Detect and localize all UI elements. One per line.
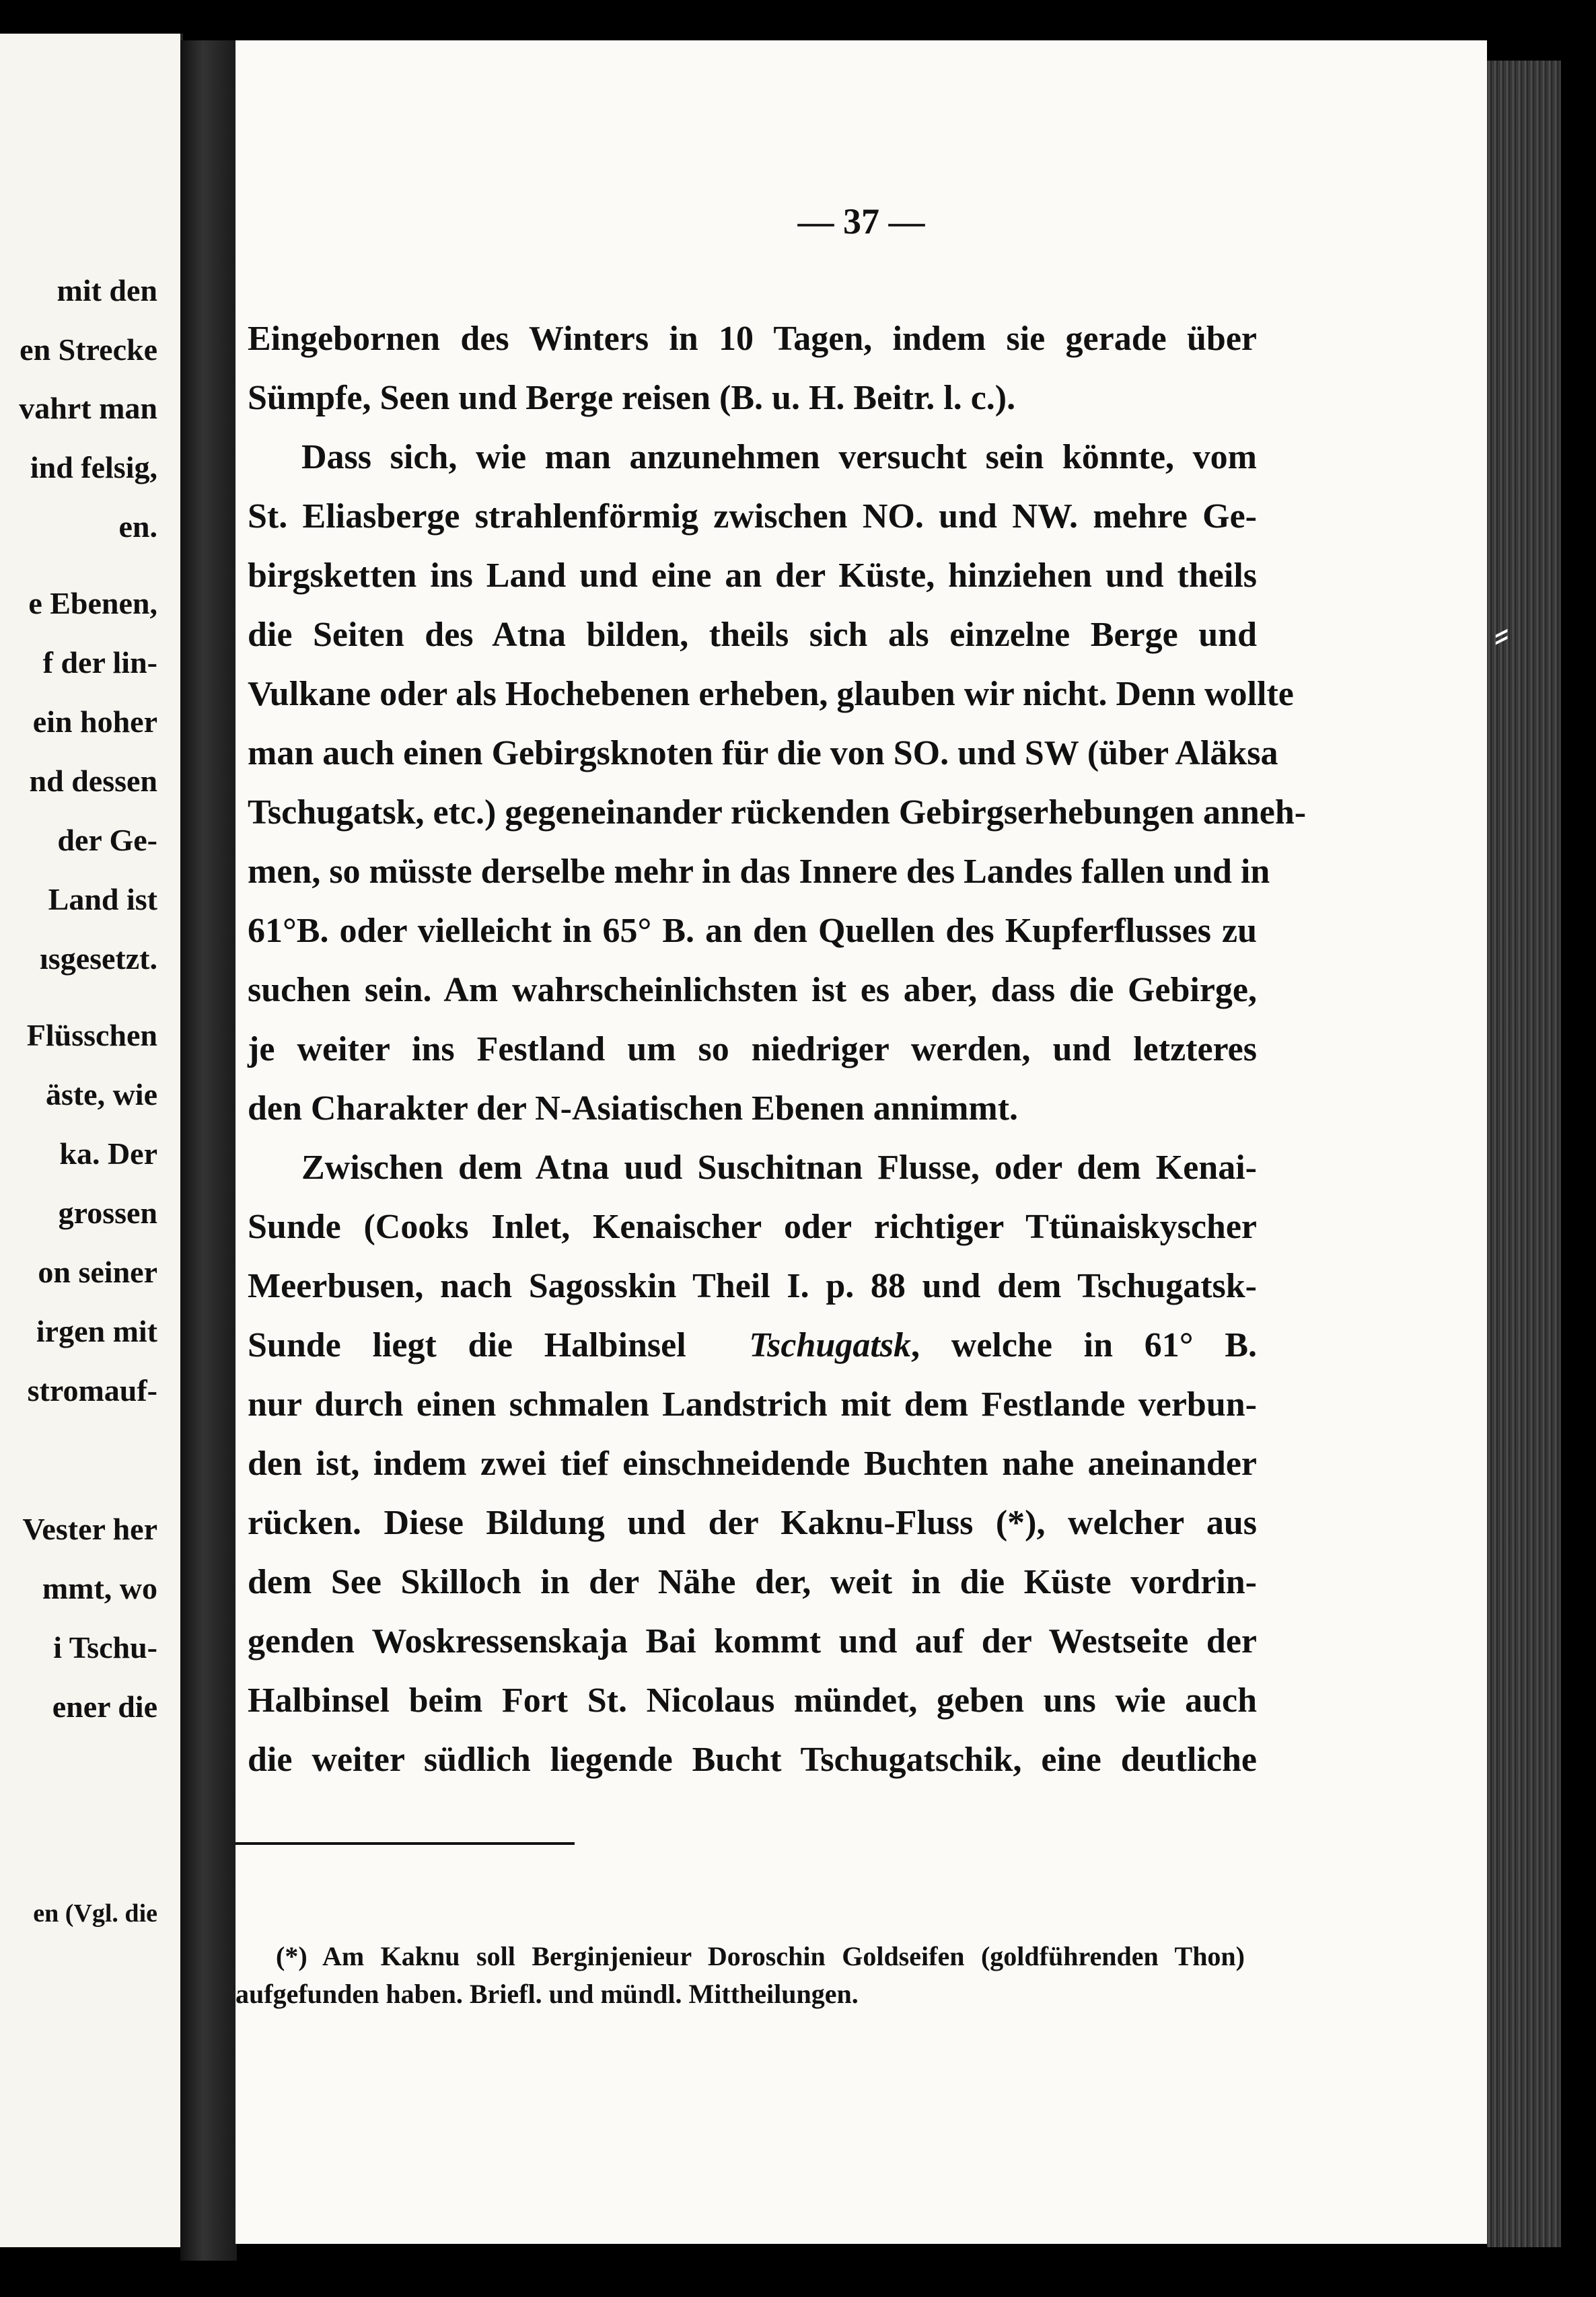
left-page-line: ener die xyxy=(52,1689,157,1724)
text-line: genden Woskressenskaja Bai kommt und auf der Westseite der xyxy=(248,1622,1257,1661)
body-text xyxy=(248,309,1307,1790)
page-edges xyxy=(1487,61,1561,2247)
text-line: 61°B. oder vielleicht in 65° B. an den Quellen des Kupferflusses zu xyxy=(248,912,1257,950)
left-page-line: ind felsig, xyxy=(30,450,157,484)
left-page-line: grossen xyxy=(58,1196,157,1230)
left-page-line: ka. Der xyxy=(59,1136,157,1171)
left-page-line: äste, wie xyxy=(45,1077,157,1111)
footnote-rule xyxy=(235,1842,575,1845)
text-line: man auch einen Gebirgsknoten für die von SO. und SW (über Aläksa xyxy=(248,734,1278,772)
text-line: Zwischen dem Atna uud Suschitnan Flusse, oder dem Kenai- xyxy=(301,1148,1257,1187)
text-line: dem See Skilloch in der Nähe der, weit in die Küste vordrin- xyxy=(248,1563,1257,1601)
left-page-line: en Strecke xyxy=(20,332,157,367)
text-line: Sunde (Cooks Inlet, Kenaischer oder richtiger Ttünaiskyscher xyxy=(248,1208,1257,1246)
left-page-line: Land ist xyxy=(48,882,157,916)
text-line: Eingebornen des Winters in 10 Tagen, indem sie gerade über xyxy=(248,320,1257,358)
text-line: nur durch einen schmalen Landstrich mit dem Festlande verbun- xyxy=(248,1385,1257,1424)
text-line: Sümpfe, Seen und Berge reisen (B. u. H. Beitr. l. c.). xyxy=(248,379,1016,417)
left-page-line: e Ebenen, xyxy=(28,586,157,620)
left-page-line: stromauf- xyxy=(27,1373,157,1408)
footnote-line: (*) Am Kaknu soll Berginjenieur Doroschin Goldseifen (goldführenden Thon) xyxy=(276,1941,1245,1971)
text-line: suchen sein. Am wahrscheinlichsten ist es aber, dass die Gebirge, xyxy=(248,971,1257,1009)
text-line: je weiter ins Festland um so niedriger werden, und letzteres xyxy=(248,1030,1257,1068)
footnote xyxy=(235,1938,1245,2013)
text-line: den Charakter der N-Asiatischen Ebenen annimmt. xyxy=(248,1089,1019,1128)
text-fragment: Sunde liegt die Halbinsel xyxy=(248,1326,686,1364)
text-line: birgsketten ins Land und eine an der Küste, hinziehen und theils xyxy=(248,556,1257,595)
left-page-line: vahrt man xyxy=(19,391,157,425)
left-page-line: nd dessen xyxy=(29,764,157,798)
left-page-line: mit den xyxy=(57,273,157,307)
text-line: Halbinsel beim Fort St. Nicolaus mündet, geben uns wie auch xyxy=(248,1681,1257,1720)
left-page-line: ein hoher xyxy=(32,704,157,739)
text-line: Meerbusen, nach Sagosskin Theil I. p. 88 und dem Tschugatsk- xyxy=(248,1267,1257,1305)
left-page-line: ısgesetzt. xyxy=(40,941,157,976)
text-line: Vulkane oder als Hochebenen erheben, glauben wir nicht. Denn wollte xyxy=(248,675,1294,713)
left-page-line: der Ge- xyxy=(57,823,157,857)
page-number: — 37 — xyxy=(797,201,925,242)
left-page-line: f der lin- xyxy=(42,645,157,680)
left-page-line: en. xyxy=(118,509,157,544)
text-line: rücken. Diese Bildung und der Kaknu-Fluss (*), welcher aus xyxy=(248,1504,1257,1542)
text-line: St. Eliasberge strahlenförmig zwischen NO. und NW. mehre Ge- xyxy=(248,497,1257,536)
left-page-line: en (Vgl. die xyxy=(33,1899,157,1928)
text-line: Dass sich, wie man anzunehmen versucht sein könnte, vom xyxy=(301,438,1257,476)
left-page-line: mmt, wo xyxy=(42,1571,157,1605)
left-page-line: Flüsschen xyxy=(26,1018,157,1052)
left-page-fragment xyxy=(0,34,183,2247)
scan-mark-icon: ⸗ xyxy=(1494,605,1510,660)
left-page-line: on seiner xyxy=(38,1255,157,1289)
italic-place-name: Tschugatsk xyxy=(749,1326,912,1364)
footnote-line: aufgefunden haben. Briefl. und mündl. Mittheilungen. xyxy=(235,1979,859,2009)
text-line xyxy=(248,1316,1257,1375)
left-page-line: Vester her xyxy=(22,1512,157,1546)
text-line: die weiter südlich liegende Bucht Tschugatschik, eine deutliche xyxy=(248,1741,1257,1779)
text-fragment: , welche in 61° B. xyxy=(911,1326,1258,1364)
text-line: men, so müsste derselbe mehr in das Innere des Landes fallen und in xyxy=(248,852,1270,891)
text-line: den ist, indem zwei tief einschneidende Buchten nahe aneinander xyxy=(248,1445,1257,1483)
left-page-line: i Tschu- xyxy=(53,1630,157,1665)
book-page xyxy=(235,40,1487,2244)
left-page-line: irgen mit xyxy=(36,1314,157,1348)
book-gutter xyxy=(180,40,237,2261)
text-line: Tschugatsk, etc.) gegeneinander rückenden Gebirgserhebungen anneh- xyxy=(248,793,1307,832)
text-line: die Seiten des Atna bilden, theils sich als einzelne Berge und xyxy=(248,616,1257,654)
